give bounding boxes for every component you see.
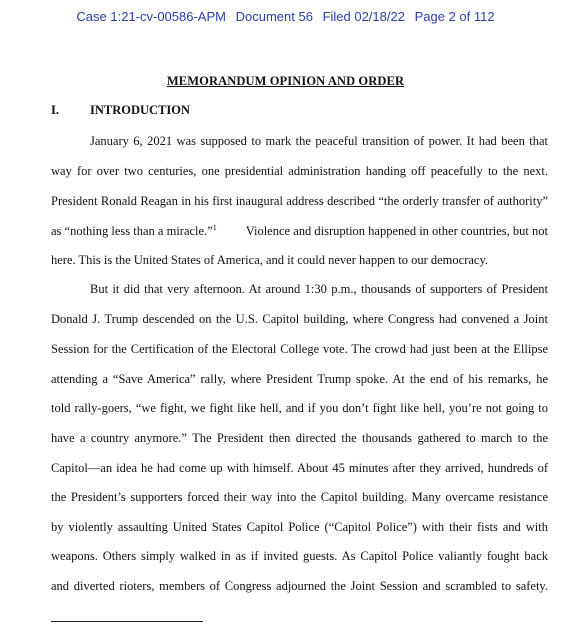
paragraph-line: Session for the Certification of the Electoral College vote. The crowd had just been at the Ellipse: [51, 342, 548, 356]
document-number: Document 56: [235, 9, 313, 24]
paragraph-line: But it did that very afternoon. At around 1:30 p.m., thousands of supporters of President: [90, 282, 548, 296]
quote-text: as “nothing less than a miracle.”: [51, 224, 213, 238]
paragraph-line: here. This is the United States of America, and it could never happen to our democracy.: [51, 253, 489, 267]
paragraph-line: January 6, 2021 was supposed to mark the peaceful transition of power. It had been that: [90, 134, 548, 148]
section-heading: [51, 103, 190, 118]
paragraph-line: and diverted rioters, members of Congress adjourned the Joint Session and scrambled to safety.: [51, 579, 548, 593]
page-number: Page 2 of 112: [414, 9, 495, 24]
paragraph-line: told rally-goers, “we fight, we fight like hell, and if you don’t fight like hell, you’re not going to: [51, 401, 548, 415]
paragraph-line: by violently assaulting United States Capitol Police (“Capitol Police”) with their fists and with: [51, 520, 548, 534]
paragraph-line: President Ronald Reagan in his first inaugural address described “the orderly transfer of authority”: [51, 194, 548, 208]
footnote-divider: [51, 621, 203, 622]
paragraph-line: attending a “Save America” rally, where President Trump spoke. At the end of his remarks, he: [51, 372, 548, 386]
case-number: Case 1:21-cv-00586-APM: [76, 9, 226, 24]
paragraph-line: weapons. Others simply walked in as if invited guests. As Capitol Police valiantly fought back: [51, 549, 548, 563]
section-title: INTRODUCTION: [90, 103, 191, 117]
footnote-marker[interactable]: 1: [212, 222, 217, 232]
paragraph-line-with-footnote: [51, 223, 548, 239]
paragraph-line: Donald J. Trump descended on the U.S. Capitol building, where Congress had convened a Joint: [51, 312, 548, 326]
paragraph-line: the President’s supporters forced their way into the Capitol building. Many overcame resistance: [51, 490, 548, 504]
case-header: [0, 9, 571, 24]
filed-date: Filed 02/18/22: [322, 9, 405, 24]
paragraph-line: have a country anymore.” The President then directed the thousands gathered to march to the: [51, 431, 548, 445]
line-tail: Violence and disruption happened in other countries, but not: [239, 224, 548, 238]
section-number: I.: [51, 103, 59, 117]
paragraph-line: Capitol—an idea he had come up with himself. About 45 minutes after they arrived, hundreds of: [51, 461, 548, 475]
document-title: MEMORANDUM OPINION AND ORDER: [166, 74, 405, 88]
paragraph-line: way for over two centuries, one presidential administration handing off peacefully to the next.: [51, 164, 548, 178]
